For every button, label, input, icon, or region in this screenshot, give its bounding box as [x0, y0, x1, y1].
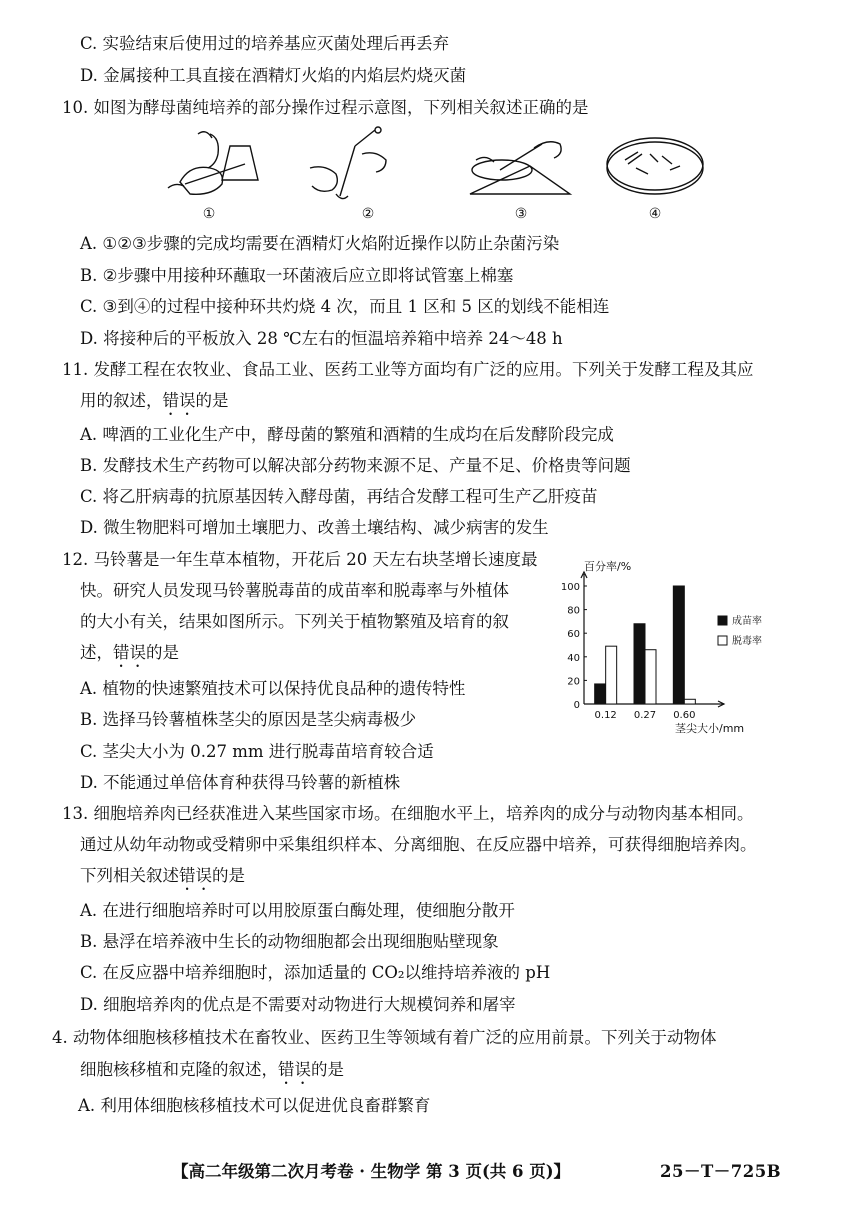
x-tick-label: 0.12 — [594, 710, 617, 721]
figure-step4-illustration — [607, 138, 703, 194]
legend-swatch — [718, 616, 727, 625]
q12-stem-line4: 述，错误的是 — [80, 643, 179, 662]
legend-swatch — [718, 636, 727, 645]
paper-code: 25－T－725B — [660, 1162, 782, 1181]
q12-stem-line2: 快。研究人员发现马铃薯脱毒苗的成苗率和脱毒率与外植体 — [80, 581, 509, 600]
q13-stem-line3: 下列相关叙述错误的是 — [80, 866, 245, 885]
q14-stem-line1: 4. 动物体细胞核移植技术在畜牧业、医药卫生等领域有着广泛的应用前景。下列关于动物体 — [52, 1028, 717, 1047]
emphasis-wrong: 错误 — [162, 391, 196, 410]
bar-seedling-rate — [634, 624, 645, 704]
page-footer: 【高二年级第二次月考卷 · 生物学 第 3 页(共 6 页)】 — [172, 1162, 571, 1181]
bar-detox-rate — [606, 646, 617, 704]
chart-xlabel: 茎尖大小/mm — [675, 722, 745, 735]
q11-option-d: D. 微生物肥料可增加土壤肥力、改善土壤结构、减少病害的发生 — [80, 518, 549, 537]
bar-seedling-rate — [673, 586, 684, 704]
q13-option-d: D. 细胞培养肉的优点是不需要对动物进行大规模饲养和屠宰 — [80, 995, 516, 1014]
q11-option-a: A. 啤酒的工业化生产中，酵母菌的繁殖和酒精的生成均在后发酵阶段完成 — [80, 425, 614, 444]
chart-legend — [718, 614, 762, 647]
figure-label-1: ① — [202, 206, 216, 222]
emphasis-wrong: 错误 — [113, 643, 146, 662]
q12-option-b: B. 选择马铃薯植株茎尖的原因是茎尖病毒极少 — [80, 710, 417, 729]
q10-option-c: C. ③到④的过程中接种环共灼烧 4 次，而且 1 区和 5 区的划线不能相连 — [80, 297, 610, 316]
y-tick-label: 40 — [567, 652, 580, 664]
q11-option-b: B. 发酵技术生产药物可以解决部分药物来源不足、产量不足、价格贵等问题 — [80, 456, 631, 475]
figure-step1-illustration — [168, 132, 258, 195]
emphasis-wrong: 错误 — [179, 866, 212, 885]
y-tick-label: 0 — [573, 700, 580, 711]
legend-label: 脱毒率 — [732, 636, 762, 647]
y-tick-label: 100 — [560, 582, 580, 593]
q12-bar-chart — [548, 548, 770, 744]
chart-y-axis — [561, 572, 587, 711]
q13-stem-line1: 13. 细胞培养肉已经获准进入某些国家市场。在细胞水平上，培养肉的成分与动物肉基本相同。 — [62, 804, 754, 823]
x-tick-label: 0.60 — [673, 710, 696, 721]
figure-label-3: ③ — [514, 206, 528, 222]
y-tick-label: 20 — [567, 676, 580, 688]
q13-option-a: A. 在进行细胞培养时可以用胶原蛋白酶处理，使细胞分散开 — [80, 901, 515, 920]
q10-option-b: B. ②步骤中用接种环蘸取一环菌液后应立即将试管塞上棉塞 — [80, 266, 514, 285]
q12-stem-line1: 12. 马铃薯是一年生草本植物，开花后 20 天左右块茎增长速度最 — [62, 550, 538, 569]
chart-bars — [595, 586, 696, 704]
q14-stem-line2: 细胞核移植和克隆的叙述，错误的是 — [80, 1060, 344, 1079]
q11-stem-line1: 11. 发酵工程在农牧业、食品工业、医药工业等方面均有广泛的应用。下列关于发酵工程及其应 — [62, 360, 754, 379]
q14-option-a: A. 利用体细胞核移植技术可以促进优良畜群繁育 — [78, 1096, 431, 1115]
legend-label: 成苗率 — [732, 616, 762, 627]
q12-option-d: D. 不能通过单倍体育种获得马铃薯的新植株 — [80, 773, 401, 792]
q10-figure — [150, 124, 720, 206]
q13-stem-line2: 通过从幼年动物或受精卵中采集组织样本、分离细胞、在反应器中培养，可获得细胞培养肉。 — [80, 835, 757, 854]
x-tick-label: 0.27 — [633, 710, 657, 721]
bar-detox-rate — [645, 650, 656, 704]
bar-seedling-rate — [595, 684, 606, 704]
chart-ylabel: 百分率/% — [584, 560, 632, 573]
q10-stem: 10. 如图为酵母菌纯培养的部分操作过程示意图，下列相关叙述正确的是 — [62, 98, 589, 117]
figure-step2-illustration — [310, 127, 386, 199]
q9-option-d: D. 金属接种工具直接在酒精灯火焰的内焰层灼烧灭菌 — [80, 66, 467, 85]
y-tick-label: 80 — [567, 605, 580, 617]
figure-label-4: ④ — [648, 206, 662, 222]
figure-label-2: ② — [361, 206, 375, 222]
figure-step3-illustration — [470, 142, 570, 194]
q11-option-c: C. 将乙肝病毒的抗原基因转入酵母菌，再结合发酵工程可生产乙肝疫苗 — [80, 487, 598, 506]
q12-option-c: C. 茎尖大小为 0.27 mm 进行脱毒苗培育较合适 — [80, 742, 434, 761]
q10-option-d: D. 将接种后的平板放入 28 ℃左右的恒温培养箱中培养 24～48 h — [80, 329, 563, 348]
y-tick-label: 60 — [567, 629, 580, 641]
q9-option-c: C. 实验结束后使用过的培养基应灭菌处理后再丢弃 — [80, 34, 450, 53]
q10-option-a: A. ①②③步骤的完成均需要在酒精灯火焰附近操作以防止杂菌污染 — [80, 234, 560, 253]
q12-stem-line3: 的大小有关，结果如图所示。下列关于植物繁殖及培育的叙 — [80, 612, 509, 631]
q13-option-b: B. 悬浮在培养液中生长的动物细胞都会出现细胞贴壁现象 — [80, 932, 499, 951]
q12-option-a: A. 植物的快速繁殖技术可以保持优良品种的遗传特性 — [80, 679, 466, 698]
emphasis-wrong: 错误 — [278, 1060, 311, 1079]
q13-option-c: C. 在反应器中培养细胞时，添加适量的 CO₂以维持培养液的 pH — [80, 963, 551, 982]
bar-detox-rate — [684, 699, 695, 704]
q11-stem-line2: 用的叙述，错误的是 — [80, 391, 229, 410]
